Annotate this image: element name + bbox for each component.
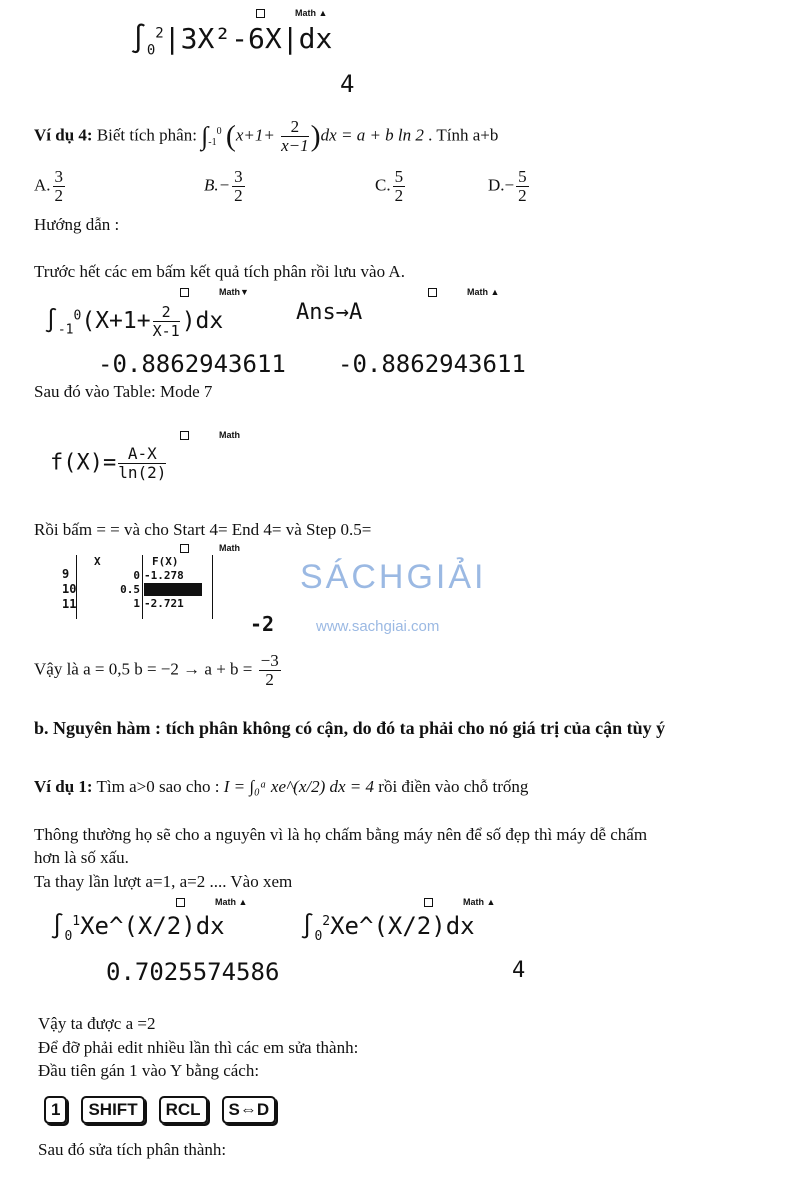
option-c: C. $\frac{5}{2}$ bbox=[375, 167, 404, 205]
option-b: B.− $\frac{3}{2}$ bbox=[204, 167, 243, 205]
calc-table bbox=[62, 555, 217, 620]
calc-result: -0.8862943611 bbox=[338, 350, 526, 378]
fraction: $\frac{2}{x-1}$ bbox=[281, 117, 309, 155]
shift-indicator-icon bbox=[180, 544, 189, 553]
table-header-fx: F(X) bbox=[152, 555, 179, 568]
example-1-line: Ví dụ 1: Tìm a>0 sao cho : I = ∫₀ᵃ xe^(x/2) dx = 4 rồi điền vào chỗ trống bbox=[34, 777, 529, 796]
example-4-text: Biết tích phân: bbox=[96, 125, 197, 145]
table-row-index: 9 10 11 bbox=[62, 567, 77, 611]
calc-result: -2 bbox=[250, 612, 275, 636]
calc-expression: $\int_0^1Xe\^{}(X/2)dx$ bbox=[50, 912, 225, 944]
calc-expression: $\int_0^2Xe\^{}(X/2)dx$ bbox=[300, 912, 475, 944]
paragraph: Trước hết các em bấm kết quả tích phân rồi lưu vào A. bbox=[34, 262, 405, 281]
calc-expression: Ans→A bbox=[296, 300, 363, 325]
calc-result: 0.7025574586 bbox=[106, 958, 280, 986]
shift-indicator-icon bbox=[428, 288, 437, 297]
shift-indicator-icon bbox=[180, 288, 189, 297]
shift-indicator-icon bbox=[256, 9, 265, 18]
calc-result: 4 bbox=[512, 958, 526, 983]
watermark-logo: SÁCHGIẢI bbox=[300, 558, 487, 596]
key-shift: SHIFT bbox=[81, 1096, 144, 1124]
example-4-line: Ví dụ 4: Biết tích phân: $\int_{-1}^0$ (x+1+ $\frac{2}{x-1}$ )dx = a + b ln 2 . Tính a+b bbox=[34, 117, 499, 155]
calc-status-bar: Math ▲ bbox=[176, 897, 247, 907]
paragraph: Ta thay lần lượt a=1, a=2 .... Vào xem bbox=[34, 872, 293, 891]
paragraph: hơn là số xấu. bbox=[34, 848, 129, 867]
calc-status-bar: Math ▲ bbox=[256, 8, 327, 18]
shift-indicator-icon bbox=[180, 431, 189, 440]
watermark-url: www.sachgiai.com bbox=[316, 618, 440, 635]
calc-status-bar: Math▼ bbox=[180, 287, 249, 297]
shift-indicator-icon bbox=[176, 898, 185, 907]
option-a: A. $\frac{3}{2}$ bbox=[34, 167, 64, 205]
calc-status-bar: Math bbox=[180, 543, 240, 553]
paragraph: Thông thường họ sẽ cho a nguyên vì là họ chấm bằng máy nên để số đẹp thì máy dễ chấm bbox=[34, 825, 648, 844]
key-sequence bbox=[44, 1096, 286, 1124]
key-s-to-d: S⇔D bbox=[222, 1096, 277, 1124]
calc-expression: $\int_0^2|3X^2-6X|dx$ bbox=[130, 22, 333, 59]
section-heading: b. Nguyên hàm : tích phân không có cận, do đó ta phải cho nó giá trị của cận tùy ý bbox=[34, 718, 666, 738]
calc-expression: $\int_{-1}^0(X+1+$ $\frac{2}{X-1}$ )dx bbox=[44, 303, 224, 340]
shift-indicator-icon bbox=[424, 898, 433, 907]
calc-status-bar: Math ▲ bbox=[424, 897, 495, 907]
paragraph: Đầu tiên gán 1 vào Y bằng cách: bbox=[38, 1061, 260, 1080]
paragraph: Sau đó sửa tích phân thành: bbox=[38, 1140, 227, 1159]
paragraph: Để đỡ phải edit nhiều lần thì các em sửa thành: bbox=[38, 1038, 359, 1057]
paragraph: Sau đó vào Table: Mode 7 bbox=[34, 382, 213, 401]
guide-heading: Hướng dẫn : bbox=[34, 215, 120, 234]
calc-expression: f(X)= $\frac{A-X}{\ln(2)}$ bbox=[50, 444, 167, 482]
calc-status-bar: Math bbox=[180, 430, 240, 440]
example-4-label: Ví dụ 4: bbox=[34, 125, 93, 145]
table-header-x: X bbox=[94, 555, 101, 568]
option-d: D.− $\frac{5}{2}$ bbox=[488, 167, 527, 205]
table-fx-values: -1.278 -2.721 bbox=[144, 569, 184, 610]
paragraph: Vậy ta được a =2 bbox=[38, 1014, 156, 1033]
key-1: 1 bbox=[44, 1096, 67, 1124]
paragraph: Rồi bấm = = và cho Start 4= End 4= và Step 0.5= bbox=[34, 520, 372, 539]
calc-result: -0.8862943611 bbox=[98, 350, 286, 378]
calc-status-bar: Math ▲ bbox=[428, 287, 499, 297]
conclusion: Vậy là a = 0,5 b = −2 → a + b = $\frac{-3}{2}$ bbox=[34, 651, 279, 689]
calc-result: 4 bbox=[340, 70, 355, 98]
table-x-values: 0 0.5 1 bbox=[120, 569, 140, 610]
key-rcl: RCL bbox=[159, 1096, 208, 1124]
